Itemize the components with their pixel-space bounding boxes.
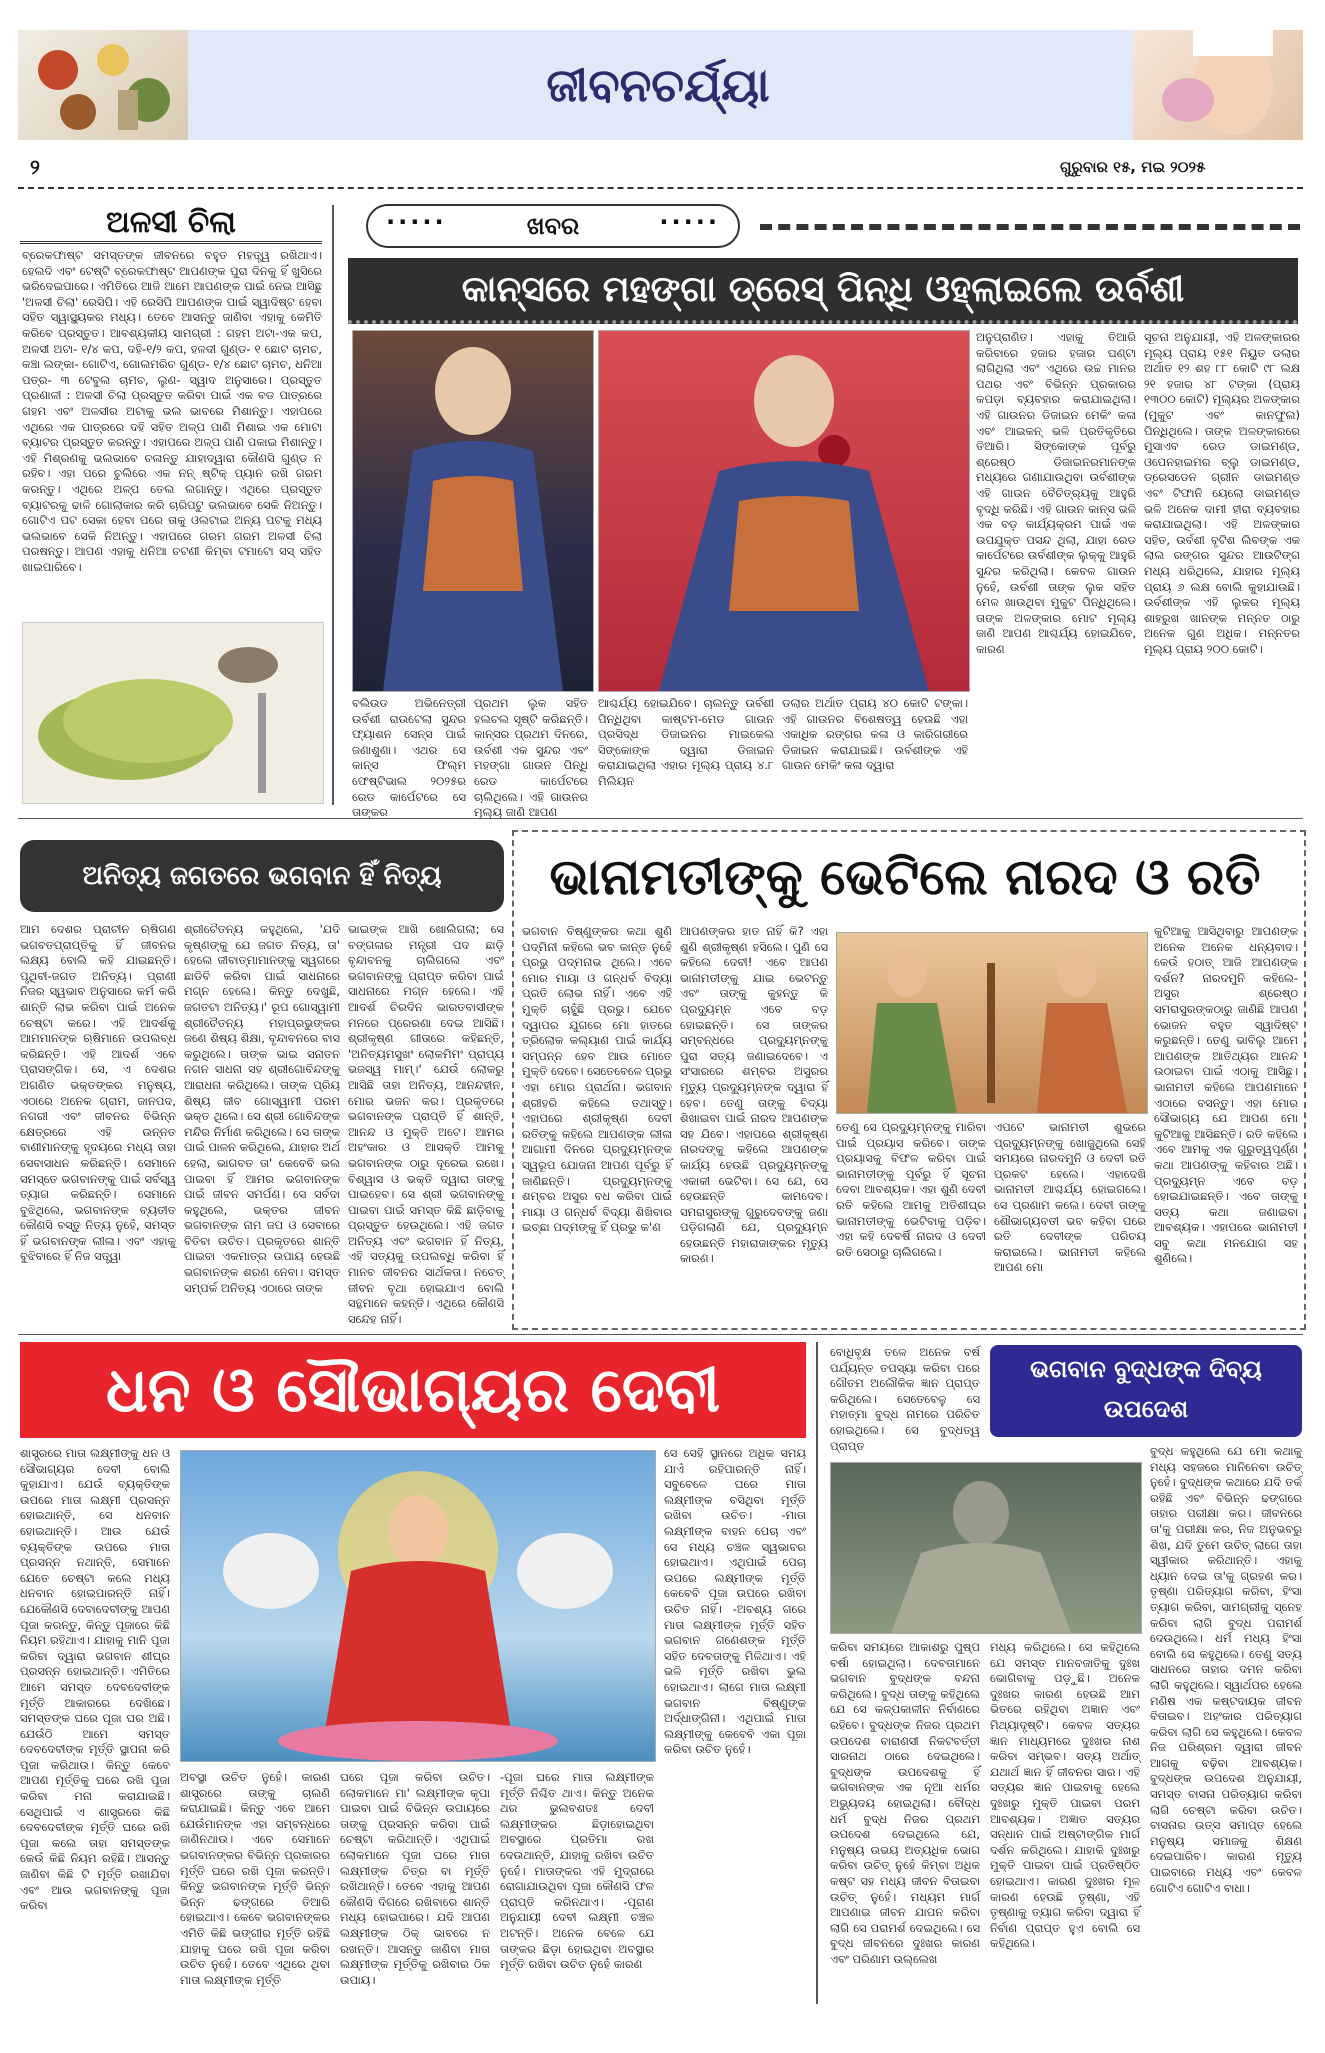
bhanamati-title: ଭାନାମତୀଙ୍କୁ ଭେଟିଲେ ନାରଦ ଓ ରତି — [549, 847, 1261, 906]
lakshmi-col-5: -ପୂଜା ଘରେ ମାତା ଲକ୍ଷ୍ମୀଙ୍କ ମୂର୍ତ୍ତି ନିଶ୍ଚିତ ଥାଏ। କିନ୍ତୁ ଅନେକ ଥର ଭୁଲବଶତଃ ଦେବୀ ଲକ୍ଷ୍ମୀଙ୍କର ଛିଡ଼ାହୋଇଥିବା ଅବସ୍ଥାରେ ପ୍ରତିମା ରଖ ଦେଉଥାନ୍ତି, ଯାହାକୁ ରଖିବା ଉଚିତ ନୁହେଁ। ମାତାଙ୍କର ଏହି ମୁଦ୍ରାରେ ରୋଗାଯାଉଥିବା ପୂଜା କୌଣସି ଫଳ ପ୍ରାପ୍ତି କରିନଥାଏ। -ପୂରାଣ ଅନୁଯାୟୀ ଦେବୀ ଲକ୍ଷ୍ମୀ ଚଞ୍ଚଳ ଅଟନ୍ତି। ଅନେକ ବେଳେ ଯେ ତାଙ୍କର ଛିଡ଼ା ହୋଇଥିବା ଅବସ୍ଥାର ମୂର୍ତ୍ତି ରଖିବା ଉଚିତ ନୁହେଁ କାରଣ — [500, 1770, 654, 1972]
urvashi-headline: କାନ୍ସରେ ମହଙ୍ଗା ଡ୍ରେସ୍ ପିନ୍ଧି ଓହ୍ଲାଇଲେ ଉର୍ବଶୀ — [348, 258, 1298, 324]
anitya-title: ଅନିତ୍ୟ ଜଗତରେ ଭଗବାନ ହିଁ ନିତ୍ୟ — [20, 840, 504, 912]
anitya-col-1: ଆମ ଦେଶର ପ୍ରାଚୀନ ଋଷିଗଣ ଭଗବତପ୍ରାପ୍ତିକୁ ହିଁ ଜୀବନର ଲକ୍ଷ୍ୟ ବୋଲି କହି ଯାଇଛନ୍ତି। ପୃଥିବୀ-ଜଗତ ଅନିତ୍ୟ। ପ୍ରାଣୀ ନିଜର ସ୍ୱଭାବ ଅନୁସାରେ କର୍ମ କରି ଶାନ୍ତି ଲାଭ କରିବା ପାଇଁ ଅନେକ ଚେଷ୍ଟା କରେ। ଏହି ଆଦର୍ଶକୁ ଆମମାନଙ୍କ ଋଷିମାନେ ଉପଲବ୍ଧ କରିଛନ୍ତି। ଏହି ଆଦର୍ଶ ଏବେ ପ୍ରାସଙ୍ଗିକ। ସେ, ଏ ଦେଶର ଅଗଣିତ ଭକ୍ତଙ୍କର ମନୁଷ୍ୟ, ଏଠାରେ ଅନେକ ଗ୍ରାମ, ଜାନପଦ, ନଗରୀ ଏବଂ ଜୀବନର ବିଭିନ୍ନ କ୍ଷେତ୍ରରେ ଏହି ଉନ୍ନତ ବାଣୀମାନଙ୍କୁ ହୃଦୟରେ ମଧ୍ୟ ତାହା ସେବାସାଧନ କରିଛନ୍ତି। ସେମାନେ ସମସ୍ତେ ଭଗବାନଙ୍କୁ ପାଇଁ ସର୍ବସ୍ୱ ତ୍ୟାଗ କରିଛନ୍ତି। ସେମାନେ ବୁଝିଥିଲେ, ଭଗବାନଙ୍କ ବ୍ୟତୀତ କୌଣସି ବସ୍ତୁ ନିତ୍ୟ ନୁହେଁ, ସମସ୍ତ ହିଁ ଭଗବାନଙ୍କ ଲୀଳା। ଏବଂ ଏହାକୁ ବୁଝିବାରେ ହିଁ ନିଜ ସତ୍ତ୍ୱା — [20, 922, 176, 1264]
buddha-statue-image — [830, 1462, 1142, 1634]
column-divider — [816, 1342, 818, 2004]
header-divider — [18, 187, 1303, 189]
skincare-woman-illustration — [1133, 30, 1303, 140]
recipe-body: ବ୍ରେକଫାଷ୍ଟ ସମସ୍ତଙ୍କ ଜୀବନରେ ବହୁତ ମହତ୍ତ୍ୱ ରଖିଥାଏ। ହେଲଦି ଏବଂ ଟେଷ୍ଟି ବ୍ରେକଫାଷ୍ଟ ଆପଣଙ୍କ ପୁରା ଦିନକୁ ହିଁ ଖୁସିରେ ଭରିଦେଇପାରେ। ଏମିତିରେ ଆଜି ଆମେ ଆପଣଙ୍କ ପାଇଁ ନେଇ ଆସିଛୁ 'ଅଳସୀ ଚିଲା' ରେସିପି। ଏହି ରେସିପି ଆପଣଙ୍କ ପାଇଁ ସ୍ୱାଦିଷ୍ଟ ହେବା ସହିତ ସ୍ୱାସ୍ଥ୍ୟକର ମଧ୍ୟ। ତେବେ ଆସନ୍ତୁ ଜାଣିବା ଏହାକୁ କେମିତି କରିବେ ପ୍ରସ୍ତୁତ। ଆବଶ୍ୟକୀୟ ସାମଗ୍ରୀ : ଗହମ ଅଟା-ଏକ କପ, ଅଳସୀ ଅଟା- ୧/୪ କପ, ଦହି-୧/୨ କପ, ହଳଦୀ ଗୁଣ୍ଡ- ୧ ଛୋଟ ଚାମଚ, କଞ୍ଚା ଲଙ୍କା- ଗୋଟିଏ, ଗୋଲମରିଚ ଗୁଣ୍ଡ- ୧/୪ ଛୋଟ ଚାମଚ, ଧନିଆ ପତ୍ର- ୩ ଟେବୁଲ ଚାମଚ, ଲୁଣ- ସ୍ୱାଦ ଅନୁସାରେ। ପ୍ରସ୍ତୁତ ପ୍ରଣାଳୀ : ଅଳସୀ ଚିଲା ପ୍ରସ୍ତୁତ କରିବା ପାଇଁ ଏକ ବଡ ପାତ୍ରରେ ଗହମ ଏବଂ ଅଳସୀର ଅଟାକୁ ଭଲ ଭାବରେ ମିଶାନ୍ତୁ। ଏହାପରେ ଏଥିରେ ଏକ ପାତ୍ରରେ ଦହି ସହିତ ଅଳ୍ପ ପାଣି ମିଶାଇ ଏକ ମୋଟା ବ୍ୟାଟର ପ୍ରସ୍ତୁତ କରନ୍ତୁ। ଏହାପରେ ଅଳ୍ପ ପାଣି ପକାଇ ମିଶାନ୍ତୁ। ଏହି ମିଶ୍ରଣକୁ ଭଲଭାବେ ଚଳାନ୍ତୁ ଯାହାଦ୍ୱାରା କୌଣସି ଗୁଣ୍ଡ ନ ରହିବ। ଏହା ପରେ ଚୁଲିରେ ଏକ ନନ୍ ଷ୍ଟିକ୍ ପ୍ୟାନ ରଖି ଗରମ କରନ୍ତୁ। ଏଥିରେ ଅଳ୍ପ ତେଲ ଲଗାନ୍ତୁ। ଏଥିରେ ପ୍ରସ୍ତୁତ ବ୍ୟାଟରକୁ ଢାଳି ଗୋଲାକାର କରି ଚାରିପଟୁ ଭଲଭାବେ ସେକି ନିଅନ୍ତୁ। ଗୋଟିଏ ପଟ ସେକା ହେବା ପରେ ତାକୁ ଓଲଟାଇ ଅନ୍ୟ ପଟକୁ ମଧ୍ୟ ଭଲଭାବେ ସେକି ନିଅନ୍ତୁ। ଏହାପରେ ଗରମ ଗରମ ଅଳସୀ ଚିଲା ପରଷନ୍ତୁ। ଆପଣ ଏହାକୁ ଧନିଆ ଚଟଣୀ କିମ୍ବା ଟମାଟୋ ସସ୍ ସହିତ ଖାଇପାରିବେ। — [22, 248, 322, 574]
bhanamati-col-5: କୁଟିଆକୁ ଆସିଥିବାରୁ ଆପଣଙ୍କ ଅନେକ ଅନେକ ଧନ୍ୟବାଦ। କେଉଁ ହଠାତ୍ ଆଜି ଆପଣଙ୍କ ଦର୍ଶନ? ନାରଦମୁନି କହିଲେ- ଅସୁର ଶ୍ରେଷ୍ଠ ସମରାସୁରଙ୍କଠାରୁ ଜାଣିଛି ଆପଣ ଭୋଜନ ବହୁତ ସ୍ୱାଦିଷ୍ଟ କରୁଛନ୍ତି। ତେଣୁ ଭାବିଲୁ ଆମେ ଆପଣଙ୍କ ଆତିଥ୍ୟର ଆନନ୍ଦ ଉଠାଇବା ପାଇଁ ଏଠାକୁ ଆସିଛୁ। ଭାନାମତୀ କହିଲେ ଆପଣମାନେ ଏଠାରେ ବସନ୍ତୁ। ଏହା ମୋର ସୌଭାଗ୍ୟ ଯେ ଆପଣ ମୋ କୁଟିଆକୁ ଆସିଛନ୍ତି। ରତି କହିଲେ ଏବେ ଆମକୁ ଏକ ଗୁରୁତ୍ୱପୂର୍ଣ୍ଣ କଥା ଆପଣଙ୍କୁ କହିବାର ଅଛି। ପ୍ରଦ୍ୟୁମ୍ନ ଏବେ ବଡ଼ ହୋଇଯାଇଛନ୍ତି। ଏବେ ତାଙ୍କୁ ସତ୍ୟ କଥା ଜଣାଇବା ଆବଶ୍ୟକ। ଏହାପରେ ଭାନାମତୀ ସବୁ କଥା ମନଯୋଗ ସହ ଶୁଣିଲେ। — [1154, 924, 1298, 1266]
buddha-col-1: କରିବା ସମୟରେ ଆକାଶରୁ ପୁଷ୍ପ ବର୍ଷା ହୋଇଥିଲା। ଦେବତାମାନେ ଭଗବାନ ବୁଦ୍ଧଙ୍କ ବନ୍ଦନା କରିଥିଲେ। ବୁଦ୍ଧ ତାଙ୍କୁ କହିଥିଲେ ଯେ ସେ କଳ୍ପକାଳୀନ ନିର୍ବାଣରେ ରହିବେ। ବୁଦ୍ଧଙ୍କ ନିଜର ପ୍ରଥମ ଉପଦେଶ ବାରାଣସୀ ନିକଟବର୍ତ୍ତୀ ସାରନାଥ ଠାରେ ଦେଇଥିଲେ। ବୁଦ୍ଧଙ୍କ ଉପଦେଶକୁ ହିଁ ଭଗବାନଙ୍କ ଏକ ନୂଆ ଧର୍ମର ଅଭ୍ୟୁଦୟ ହୋଇଥିଲା। ବୌଦ୍ଧ ଧର୍ମ ବୁଦ୍ଧ ନିଜର ପ୍ରଥମ ଉପଦେଶ ଦେଇଥିଲେ ଯେ, ମନୁଷ୍ୟ ଉଭୟ ଅତ୍ୟଧିକ ଭୋଗ କରିବା ଉଚିତ୍ ନୁହେଁ କିମ୍ବା ଅଧିକ କଷ୍ଟ ସହ ମଧ୍ୟ ଜୀବନ ବିତାଇବା ଉଚିତ୍ ନୁହେଁ। ମଧ୍ୟମ ମାର୍ଗ ଆପଣାଇ ଜୀବନ ଯାପନ କରିବା ଲାଗି ସେ ପରାମର୍ଶ ଦେଇଥିଲେ। ସେ ବୁଦ୍ଧ ଜୀବନରେ ଦୁଃଖର କାରଣ ଏବଂ ପରିଣାମ ଉଲ୍ଲେଖ — [830, 1640, 980, 1966]
bhanamati-col-3: ତେଣୁ ସେ ପ୍ରଦ୍ୟୁମ୍ନଙ୍କୁ ମାରିବା ପାଇଁ ପ୍ରୟାସ କରିବେ। ତାଙ୍କ ପ୍ରୟାସକୁ ବିଫଳ କରିବା ପାଇଁ ଭାନାମତୀଙ୍କୁ ପୂର୍ବରୁ ହିଁ ସୂଚନା ଦେବା ଆବଶ୍ୟକ। ଏହା ଶୁଣି ଦେବୀ ରତି କହିଲେ ଆମକୁ ଅତିଶୀଘ୍ର ଭାନାମତୀଙ୍କୁ ଭେଟିବାକୁ ପଡ଼ିବ। ଏହା କହି ଦେବର୍ଷି ନାରଦ ଓ ଦେବୀ ରତି ସେଠାରୁ ଚାଲିଗଲେ। — [836, 1120, 986, 1259]
section-divider — [18, 818, 1303, 819]
lakshmi-col-3: ଅବସ୍ଥା ଉଚିତ ନୁହେଁ। କାରଣ ଶାସ୍ତ୍ରରେ ତାଙ୍କୁ ଚାଲଣି କରାଯାଇଛି। କିନ୍ତୁ ଏବେ ଆମେ ଯେଉଁମାନଙ୍କ ଏହା ସମ୍ବନ୍ଧରେ ଜାଣିନଥାଉ। ଏବେ ସେମାନେ ଭଗବାନଙ୍କର ବିଭିନ୍ନ ପ୍ରକାରର ମୂର୍ତ୍ତି ଘରେ ରଖି ପୂଜା କରନ୍ତି। କିନ୍ତୁ ଭଗବାନଙ୍କ ମୂର୍ତ୍ତି ଭିନ୍ନ ଭିନ୍ନ ଢଙ୍ଗରେ ତିଆରି ହୋଇଥାଏ। କେବେ ଭଗବାନଙ୍କର ଏମିତି କିଛି ଭଙ୍ଗୀର ମୂର୍ତ୍ତି ରହିଛି ଯାହାକୁ ଘରେ ରଖି ପୂଜା କରିବା ଉଚିତ ନୁହେଁ। ତେବେ ଏଥିରେ ଥିବା ମାତା ଲକ୍ଷ୍ମୀଙ୍କ ମୂର୍ତ୍ତି — [180, 1770, 330, 1987]
lakshmi-title: ଧନ ଓ ସୌଭାଗ୍ୟର ଦେବୀ — [20, 1342, 806, 1438]
urvashi-col-4: ଡଲାର ଅର୍ଥାତ ପ୍ରାୟ ୪୦ କୋଟି ଟଙ୍କା। ଏହି ଗାଉନର ବିଶେଷତ୍ୱ ହେଉଛି ଏହା ଏକାଧିକ ରଙ୍ଗର କଳା ଓ କାରିଗରୀରେ ଡିଜାଇନ କରାଯାଇଛି। ଉର୍ବଶୀଙ୍କ ଏହି ଗାଉନ ମେକିଂ କଳା ଦ୍ୱାରା — [782, 696, 968, 773]
lakshmi-col-2: ସେ ସେହି ସ୍ଥାନରେ ଅଧିକ ସମୟ ଯାଏଁ ରହିପାରନ୍ତି ନାହିଁ। ସବୁବେଳେ ଘରେ ମାତା ଲକ୍ଷ୍ମୀଙ୍କ ବସିଥିବା ମୂର୍ତ୍ତି ରଖିବା ଉଚିତ। -ମାତା ଲକ୍ଷ୍ମୀଙ୍କ ବାହନ ପେଚା ଏବଂ ସେ ମଧ୍ୟ ଚଞ୍ଚଳ ସ୍ୱଭାବର ହୋଇଥାଏ। ଏଥିପାଇଁ ପେଚା ଉପରେ ଲକ୍ଷ୍ମୀଙ୍କ ମୂର୍ତ୍ତି କେବେବି ପୂଜା ଉପରେ ରଖିବା ଉଚିତ ନାହିଁ। -ଅବଶ୍ୟ ଗରେ ମାତା ଲକ୍ଷ୍ମୀଙ୍କ ମୂର୍ତ୍ତି ସହିତ ଭଗବାନ ଗଣେଶଙ୍କ ମୂର୍ତ୍ତି ସହିତ ଦେବତାଙ୍କୁ ମିଳିଥାଏ। ଏହି ଭଳି ମୂର୍ତ୍ତି ରଖିବା ଭୁଲ ହୋଇଥାଏ। ଲାଗେ ମାତା ଲକ୍ଷ୍ମୀ ଭଗବାନ ବିଷ୍ଣୁଙ୍କ ଅର୍ଦ୍ଧାଙ୍ଗିନୀ। ଏଥିପାଇଁ ମାତା ଲକ୍ଷ୍ମୀଙ୍କୁ କେବେବି ଏକା ପୂଜା କରିବା ଉଚିତ ନୁହେଁ। — [664, 1446, 806, 1757]
lakshmi-col-4: ଘରେ ପୂଜା କରିବା ଉଚିତ। ଲୋକମାନେ ମା' ଲକ୍ଷ୍ମୀଙ୍କ କୃପା ପାଇବା ପାଇଁ ବିଭିନ୍ନ ଉପାୟରେ ତାଙ୍କୁ ପ୍ରସନ୍ନ କରିବା ପାଇଁ ଚେଷ୍ଟା କରିଥାନ୍ତି। ଏଥିପାଇଁ ଲୋକମାନେ ପୂଜା ଘରେ ମାତା ଲକ୍ଷ୍ମୀଙ୍କ ଚିତ୍ର ବା ମୂର୍ତ୍ତି ରଖିଥାନ୍ତି। ତେବେ ଏହାକୁ ଆପଣ କୌଣସି ଦିଗରେ ରଖିବାରେ ଶାନ୍ତି ମଧ୍ୟ ହୋଇପାରେ। ଯଦି ଆପଣ ଲକ୍ଷ୍ମୀଙ୍କ ଠିକ୍ ଭାବରେ ନ ରଖନ୍ତି। ଆସନ୍ତୁ ଜାଣିବା ମାତା ଲକ୍ଷ୍ମୀଙ୍କ ମୂର୍ତ୍ତିକୁ ରଖିବାର ଠିକ ଉପାୟ। — [340, 1770, 490, 1987]
urvashi-photo-1 — [352, 330, 594, 692]
buddha-title: ଭଗବାନ ବୁଦ୍ଧଙ୍କ ଦିବ୍ୟ ଉପଦେଶ — [990, 1345, 1302, 1437]
narad-rati-illustration — [836, 932, 1148, 1114]
goddess-lakshmi-image — [180, 1450, 656, 1762]
food-illustration — [18, 30, 188, 140]
page-number: ୨ — [30, 155, 40, 179]
recipe-title: ଅଳସୀ ଚିଲା — [20, 205, 322, 244]
urvashi-col-1: ବଲିଉଡ ଅଭିନେତ୍ରୀ ଉର୍ବଶୀ ରାଉଟେଲା ସୁନ୍ଦର ଫ୍ୟାଶନ ସେନ୍ସ ପାଇଁ ଜଣାଶୁଣା। ଏଥର ସେ କାନ୍ସ ଫିଲ୍ମ ଫେଷ୍ଟିଭାଲ ୨୦୨୫ର ରେଡ କାର୍ପେଟରେ ସେ ତାଙ୍କର — [352, 696, 466, 820]
urvashi-col-5: ଅନୁପ୍ରାଣିତ। ଏହାକୁ ତିଆରି କରିବାରେ ହଜାର ହଜାର ଘଣ୍ଟା ଲାଗିଥିଲା ଏବଂ ଏଥିରେ ଉଚ୍ଚ ମାନର ପଥର ଏବଂ ବିଭିନ୍ନ ପ୍ରକାରର କପଡ଼ା ବ୍ୟବହାର କରାଯାଇଥିଲା। ଏହି ଗାଉନର ଡିଜାଇନ ମେକିଂ କଳା ଏବଂ ଆଇକନ୍ ଭଳି ପ୍ରତିକୃତିରେ ତିଆରି। ସିଙ୍କୋଙ୍କ ପୂର୍ବରୁ ଶ୍ରେଷ୍ଠ ଡିଜାଇନରମାନଙ୍କ ମଧ୍ୟରେ ଗଣାଯାଉଥିବା ଉର୍ବଶୀଙ୍କ ଏହି ଗାଉନ ବୈଚିତ୍ର୍ୟକୁ ଆହୁରି ବୃଦ୍ଧି କରିଛି। ଏହି ଗାଉନ କାନ୍ସ ଭଳି ଏକ ବଡ଼ କାର୍ଯ୍ୟକ୍ରମ ପାଇଁ ଏକ ଉପଯୁକ୍ତ ପସନ୍ଦ ଥିଲା, ଯାହା ରେଡ କାର୍ପେଟରେ ଉର୍ବଶୀଙ୍କ ଲୁକ୍‌କୁ ଆହୁରି ସୁନ୍ଦର କରିଥିଲା। କେବଳ ଗାଉନ ନୁହେଁ, ଉର୍ବଶୀ ତାଙ୍କ ଲୁକ ସହିତ ମେଳ ଖାଉଥିବା ମୁକୁଟ ପିନ୍ଧିଥିଲେ। ତାଙ୍କ ଅଳଙ୍କାର ମୋଟ ମୂଲ୍ୟ ଜାଣି ଆପଣ ଆଶ୍ଚର୍ଯ୍ୟ ହୋଇଯିବେ, କାରଣ — [976, 330, 1136, 656]
news-section-tag: ····· ଖବର ····· — [366, 204, 740, 248]
anitya-col-2: ଶ୍ରୀଚୈତନ୍ୟ କହୁଥିଲେ, 'ଯଦି କୃଷ୍ଣଙ୍କୁ ଯେ ଜଗତ ନିତ୍ୟ, ତା' ହେଲେ ଜୀବାତ୍ମାମାନଙ୍କୁ ସ୍ୱଗରେ ଛାଡିବି କରିବା ପାଇଁ ସାଧନାରେ ମଗ୍ନ ହେଲେ। କିନ୍ତୁ ଦେଖୁଛି, ଜଗତଟା ଅନିତ୍ୟ।' ରୂପ ଗୋସ୍ୱାମୀ ଶ୍ରୀଚୈତନ୍ୟ ମହାପ୍ରଭୁଙ୍କର ଜଣେ ଶିଷ୍ୟ ଶିକ୍ଷା, ବୃନ୍ଦାବନରେ ବାସ କରୁଥିଲେ। ତାଙ୍କ ଭାଇ ସନାତନ ନଗନ ସାଧନା ସହ ଶ୍ରୀଗୋବିନ୍ଦଙ୍କୁ ଆରାଧନା କରିଥିଲେ। ତାଙ୍କ ପ୍ରିୟ ଶିଷ୍ୟ ଜୀବ ଗୋସ୍ୱାମୀ ପରମ ଭକ୍ତ ଥିଲେ। ସେ ଶ୍ରୀ ଗୋବିନ୍ଦଙ୍କ ମନ୍ଦିର ନିର୍ମାଣ କରିଥିଲେ। ସେ ତାଙ୍କ ପାଇଁ ପାଳନ କରିଥିଲେ, ଯାହାର ଅର୍ଥ ହେଲା, ଭାଗବତ ତା' କେବେବି ଭଲ ପାଇବା ହିଁ ଆମର ଭଗବାନଙ୍କ ପାଇଁ ଜୀବନ ସମର୍ପଣ। ସେ ସର୍ବଦା କହୁଥିଲେ, ଭକ୍ତର ଜୀବନ ଭଗବାନଙ୍କ ନାମ ଜପ ଓ ସେବାରେ ବିତିବା ଉଚିତ। ପ୍ରକୃତରେ ଶାନ୍ତି ପାଇବା ଏକମାତ୍ର ଉପାୟ ହେଉଛି ଭଗବାନଙ୍କ ଶରଣ ନେବା। ସମସ୍ତ ସମ୍ପର୍କ ଅନିତ୍ୟ ଏଠାରେ ତାଙ୍କ — [184, 922, 340, 1295]
lakshmi-col-1: ଶାସ୍ତ୍ରରେ ମାତା ଲକ୍ଷ୍ମୀଙ୍କୁ ଧନ ଓ ସୌଭାଗ୍ୟର ଦେବୀ ବୋଲି କୁହାଯାଏ। ଯେଉଁ ବ୍ୟକ୍ତିଙ୍କ ଉପରେ ମାତା ଲକ୍ଷ୍ମୀ ପ୍ରସନ୍ନ ହୋଇଥାନ୍ତି, ସେ ଧନବାନ ହୋଇଥାନ୍ତି। ଆଉ ଯେଉଁ ବ୍ୟକ୍ତିଙ୍କ ଉପରେ ମାତା ପ୍ରସନ୍ନ ନଥାନ୍ତି, ସେମାନେ ଯେତେ ଚେଷ୍ଟା କଲେ ମଧ୍ୟ ଧନବାନ ହୋଇପାରନ୍ତି ନାହିଁ। ଯେକୌଣସି ଦେବାଦେବୀଙ୍କୁ ଆପଣ ପୂଜା କରନ୍ତୁ, କିନ୍ତୁ ପୂଜାରେ କିଛି ନିୟମ ରହିଥାଏ। ଯାହାକୁ ମାନି ପୂଜା କରିବା ଦ୍ୱାରା ଭଗବାନ ଶୀଘ୍ର ପ୍ରସନ୍ନ ହୋଇଥାନ୍ତି। ଏମିତିରେ ଆମେ ସମସ୍ତ ଦେବଦେବୀଙ୍କ ମୂର୍ତ୍ତି ଆକାରରେ ଦେଖିଛେ। ସମସ୍ତଙ୍କ ଘରେ ପୂଜା ଘର ଅଛି। ଯେଉଁଠି ଆମେ ସମସ୍ତ ଦେବଦେବୀଙ୍କ ମୂର୍ତ୍ତି ସ୍ଥାପନା କରି ପୂଜା କରିଥାଉ। କିନ୍ତୁ କେବେ ଆପଣ ମୂର୍ତ୍ତିକୁ ଘରେ ରଖି ପୂଜା କରିବା ମନା କରାଯାଇଛି। ସେଥିପାଇଁ ଏ ଶାସ୍ତ୍ରରେ କିଛି ଦେବଦେବୀଙ୍କ ମୂର୍ତ୍ତି ଘରେ ରଖି ପୂଜା କଲେ ତାହା ସମସ୍ତଙ୍କ କେଉଁ କିଛି ନିୟମ ରହିଛି। ଆସନ୍ତୁ ଜାଣିବା କିଛି ଟି ମୂର୍ତ୍ତି ରଖାଯିବା ଏବଂ ଆଉ ଭଗବାନଙ୍କୁ ପୂଜା କରିବା — [20, 1446, 170, 1913]
column-divider — [332, 205, 334, 805]
chilla-photo — [22, 622, 324, 804]
bhanamati-col-4: ଏପଟେ ଭାନାମତୀ ଶୁଭରେ ପ୍ରଦ୍ୟୁମ୍ନଙ୍କୁ ଖୋଜୁଥିଲେ ସେହି ସମୟରେ ନାରଦମୁନି ଓ ଦେବୀ ରତି ପ୍ରକଟ ହେଲେ। ଏହାଦେଖି ଭାନାମତୀ ଆଶ୍ଚର୍ଯ୍ୟ ହୋଇଗଲେ। ସେ ପ୍ରଣାମ କଲେ। ଦେବୀ ତାଙ୍କୁ ଶୌଭାଗ୍ୟବତୀ ଭବ କହିବା ପରେ ରତି ଦେବୀଙ୍କ ପରିଚୟ କରାଇଲେ। ଭାନାମତୀ କହିଲେ ଆପଣ ମୋ — [994, 1120, 1146, 1275]
news-tag-label: ଖବର — [526, 212, 580, 240]
tag-dash-line — [760, 224, 1300, 230]
buddha-col-2: ମଧ୍ୟ କରିଥିଲେ। ସେ କହିଥିଲେ ଯେ ସମସ୍ତ ମାନବଜାତିକୁ ଦୁଃଖ ଭୋଗିବାକୁ ପଡ଼ୁଛି। ଅନେକ ଦୁଃଖର କାରଣ ହେଉଛି ଆମ ଭିତରେ ରହିଥିବା ଅଜ୍ଞାନ ଏବଂ ମିଥ୍ୟାଦୃଷ୍ଟି। କେବଳ ସତ୍ୟର ଜ୍ଞାନ ମାଧ୍ୟମରେ ଦୁଃଖର ନାଶ କରିବା ସମ୍ଭବ। ସତ୍ୟ ଅର୍ଥାତ୍ ଯଥାର୍ଥ ଜ୍ଞାନ ହିଁ ଜୀବନର ସାର। ଏହି ସତ୍ୟର ଜ୍ଞାନ ପାଇବାକୁ ହେଲେ ଦୁଃଖରୁ ମୁକ୍ତି ପାଇବା ପରମ ଆବଶ୍ୟକ। ଅଜ୍ଞାତ ସତ୍ୟର ସନ୍ଧାନ ପାଇଁ ଅଷ୍ଟାଙ୍ଗିକ ମାର୍ଗ ଦର୍ଶନ କରିଥିଲେ। ଯାହାକି ଦୁଃଖରୁ ମୁକ୍ତି ପାଇବା ପାଇଁ ପ୍ରତିଷ୍ଠିତ ହୋଇଥାଏ। କାରଣ ଦୁଃଖର ମୂଳ କାରଣ ହେଉଛି ତୃଷ୍ଣା, ଏହି ତୃଷ୍ଣାକୁ ତ୍ୟାଗ କରିବା ଦ୍ୱାରା ହିଁ ନିର୍ବାଣ ପ୍ରାପ୍ତ ହୁଏ ବୋଲି ସେ କହିଥିଲେ। — [990, 1640, 1140, 1951]
page-section-title: ଜୀବନଚର୍ଯ୍ୟା — [546, 58, 770, 112]
bhanamati-col-2: ଆପଣଙ୍କର ହାତ ନାହିଁ କି? ଏହା ଶୁଣି ଶ୍ରୀକୃଷ୍ଣ ହସିଲେ। ପୁଣି ସେ କହିଲେ ଦେବୀ! ଏବେ ଆପଣ ଭାନାମତୀଙ୍କୁ ଯାଇ ଭେଟନ୍ତୁ ଏବଂ ତାଙ୍କୁ କୁହନ୍ତୁ କି ପ୍ରଦ୍ୟୁମ୍ନ ଏବେ ବଡ଼ ହୋଇଛନ୍ତି। ସେ ତାଙ୍କର ସମ୍ବନ୍ଧରେ ପ୍ରଦ୍ୟୁମ୍ନଙ୍କୁ ପୁରା ସତ୍ୟ ଜଣାଇଦେବେ। ଏ ସଂସାରରେ ଶମ୍ବର ଅସୁରର ମୃତ୍ୟୁ ପ୍ରଦ୍ୟୁମ୍ନଙ୍କ ଦ୍ୱାରା ହିଁ ହେବ। ତେଣୁ ତାଙ୍କୁ ବିଦ୍ୟା ଶିଖାଇବା ପାଇଁ ନାରଦ ଆପଣଙ୍କ ସହ ଯିବେ। ଏହାପରେ ଶ୍ରୀକୃଷ୍ଣ ନାରଦଙ୍କୁ କହିଲେ ଆପଣଙ୍କ କାର୍ଯ୍ୟ ହେଉଛି ପ୍ରଦ୍ୟୁମ୍ନଙ୍କୁ ଏକାକୀ ଭେଟିବା। ସେ ଯେ, ସେ ହେଉଛନ୍ତି କାମଦେବ। ସମରାସୁରଙ୍କୁ ଗୁରୁଦେବଙ୍କୁ ଜଣା ପଡ଼ିଗଲାଣି ଯେ, ପ୍ରଦ୍ୟୁମ୍ନ ହେଉଛନ୍ତି ମହାରାଜାଙ୍କର ମୃତ୍ୟୁ କାରଣ। — [680, 924, 828, 1266]
anitya-col-3: ଭାଇଙ୍କ ଆଖି ଖୋଲିଗଲା; ସେ ବଙ୍ଗଳାର ମନ୍ତ୍ରୀ ପଦ ଛାଡ଼ି ବୃନ୍ଦାବନକୁ ଚାଲିଗଲେ ଏବଂ ଭଗବାନଙ୍କୁ ପ୍ରାପ୍ତ କରିବା ପାଇଁ ସାଧନାରେ ମଗ୍ନ ହେଲେ। ଏହି ଆଦର୍ଶ ଚିରଦିନ ଭାରତବାସୀଙ୍କ ମନରେ ପ୍ରେରଣା ଦେଇ ଆସିଛି। ଶ୍ରୀକୃଷ୍ଣ ଗୀତାରେ କହିଛନ୍ତି, 'ଅନିତ୍ୟମସୁଖଂ ଲୋକମିମଂ ପ୍ରାପ୍ୟ ଭଜସ୍ୱ ମାମ୍।' ଯେଉଁ ଲୋକରୁ ଆସିଛି ତାହା ଅନିତ୍ୟ, ଆନନ୍ଦହୀନ, ମୋର ଭଜନ କର। ପ୍ରକୃତରେ ଭଗବାନଙ୍କ ପ୍ରାପ୍ତି ହିଁ ଶାନ୍ତି, ଆନନ୍ଦ ଓ ମୁକ୍ତି ଅଟେ। ଆମର ଅହଂକାର ଓ ଆସକ୍ତି ଆମକୁ ଭଗବାନଙ୍କ ଠାରୁ ଦୂରେଇ ରଖେ। ବିଶ୍ୱାସ ଓ ଭକ୍ତି ଦ୍ୱାରା ତାଙ୍କୁ ପାଇହେବ। ସେ ଶ୍ରୀ ଭଗବାନଙ୍କୁ ପାଇବା ପାଇଁ ସମସ୍ତ କିଛି ଛାଡ଼ିବାକୁ ପ୍ରସ୍ତୁତ ହେଉଥିଲେ। ଏହି ଜଗତ ଅନିତ୍ୟ ଏବଂ ଭଗବାନ ହିଁ ନିତ୍ୟ, ଏହି ସତ୍ୟକୁ ଉପଲବ୍ଧି କରିବା ହିଁ ମାନବ ଜୀବନର ସାର୍ଥକତା। ନଚେତ୍ ଜୀବନ ବୃଥା ହୋଇଯାଏ ବୋଲି ସନ୍ଥମାନେ କହନ୍ତି। ଏଥିରେ କୌଣସି ସନ୍ଦେହ ନାହିଁ। — [348, 922, 504, 1326]
issue-date: ଗୁରୁବାର ୧୫, ମଇ ୨୦୨୫ — [1060, 158, 1206, 176]
buddha-col-3: ବୁଦ୍ଧ କହୁଥିଲେ ଯେ ମୋ କଥାକୁ ମଧ୍ୟ ସହଜରେ ମାନିନେବା ଉଚିତ୍ ନୁହେଁ। ବୁଦ୍ଧଙ୍କ କଥାରେ ଯଦି ତର୍କ ରହିଛି ଏବଂ ବିଭିନ୍ନ ଢଙ୍ଗରେ ତାହାର ପରୀକ୍ଷା କର। ଜୀବନରେ ତା'କୁ ପରୀକ୍ଷା କର, ନିଜ ଅନୁଭବରୁ ଶିଖ, ଯଦି ତୁମେ ଉଚିତ୍ ଲାଗେ ତାହା ସ୍ୱୀକାର କରିଥାନ୍ତି। ଏହାକୁ ଧ୍ୟାନ ଦେଇ ତା'କୁ ଗ୍ରହଣ କର। ତୃଷ୍ଣା ପରିତ୍ୟାଗ କରିବା, ହିଂସା ତ୍ୟାଗ କରିବା, ସାମଗ୍ରୀକୁ ସ୍ନେହ କରିବା ଲାଗି ବୁଦ୍ଧ ପରାମର୍ଶ ଦେଉଥିଲେ। ଧର୍ମ ମଧ୍ୟ ହିଂସା ବୋଲି ସେ କହୁଥିଲେ। ତେଣୁ ସତ୍ୟ ସାଧନରେ ତାହାର ଦମନ କରିବା ଲାଗି କହୁଥିଲେ। ସ୍ୱାର୍ଥପର ହେଲେ ମଣିଷ ଏକ କଷ୍ଟଦାୟକ ଜୀବନ ବିତାଇବ। ଅହଂକାର ପରିତ୍ୟାଗ କରିବା ଲାଗି ସେ କହୁଥିଲେ। କେବଳ ନିଜ ପରିଶ୍ରମ ଦ୍ୱାରା ଜୀବନ ଆଗକୁ ବଢ଼ିବା ଆବଶ୍ୟକ। ବୁଦ୍ଧଙ୍କ ଉପଦେଶ ଅନୁଯାୟୀ, ସମସ୍ତ ବାସନା ପରିତ୍ୟାଗ କରିବା ଲାଗି ଚେଷ୍ଟା କରିବା ଉଚିତ। ବାସନାର ଉତ୍ସ ସମାପ୍ତ ହେଲେ ମନୁଷ୍ୟ ସମାଜକୁ ଶିକ୍ଷଣ ଦେଇପାରିବ। କାରଣ ମୃତ୍ୟୁ ପାଇବାରେ ମଧ୍ୟ ଏବଂ କେବଳ ଗୋଟିଏ ଗୋଟିଏ ବାଧା। — [1150, 1444, 1302, 1895]
buddha-intro: ବୋଧିବୃକ୍ଷ ତଳେ ଅନେକ ବର୍ଷ ପର୍ଯ୍ୟନ୍ତ ତପସ୍ୟା କରିବା ପରେ ଗୌତମ ଅଲୌକିକ ଜ୍ଞାନ ପ୍ରାପ୍ତ କରିଥିଲେ। ସେତେବେଳୁ ସେ ମହାତ୍ମା ବୁଦ୍ଧ ନାମରେ ପରିଚିତ ହୋଇଥିଲେ। ସେ ବୁଦ୍ଧତ୍ୱ ପ୍ରାପ୍ତ — [830, 1345, 980, 1453]
bhanamati-col-1: ଭଗବାନ ବିଷ୍ଣୁଙ୍କର କଥା ଶୁଣି ପଦ୍ମିନୀ କହିଲେ ଭବ କାନ୍ତ ନୁହେଁ ପ୍ରଭୁ ପଦ୍ମନାଭ ଥିଲେ। ଏବେ ମୋର ମାୟା ଓ ଗନ୍ଧର୍ବ ବିଦ୍ୟା ପ୍ରତି ଲୋଭ ନାହିଁ। ଏବେ ଏହି ମୁକ୍ତି ଚାହୁଁଛି ପ୍ରଭୁ। ଯେବେ ଦ୍ୱାପର ଯୁଗରେ ମୋ ହାତରେ ତ୍ରିଲୋକ କଲ୍ୟାଣ ପାଇଁ କାର୍ଯ୍ୟ ସମ୍ପନ୍ନ ହେବ ଆଉ ମୋତେ ମୁକ୍ତି ଦେବେ। ସେତେବେଳେ ପ୍ରଭୁ ଏହା ମୋର ପ୍ରାର୍ଥନା। ଭଗବାନ ଶ୍ରୀହରି କହିଲେ ତଥାସ୍ତୁ। ଏହାପରେ ଶ୍ରୀକୃଷ୍ଣ ଦେବୀ ରତିଙ୍କୁ କହିଲେ ଆପଣଙ୍କ ଲୀଳା ଆଗାମୀ ଦିନରେ ପ୍ରଦ୍ୟୁମ୍ନଙ୍କ ସ୍ୱରୂପ ଯୋଜନା ଆପଣ ପୂର୍ବରୁ ହିଁ ଜାଣିଛନ୍ତି। ପ୍ରଦ୍ୟୁମ୍ନଙ୍କୁ ଶମ୍ବର ଅସୁର ବଧ କରିବା ପାଇଁ ମାୟା ଓ ଗନ୍ଧର୍ବ ବିଦ୍ୟା ଶିଖିବାର ଇଚ୍ଛା ପଦ୍ମଙ୍କୁ ହିଁ ପ୍ରଭୁ କ'ଣ — [522, 924, 672, 1235]
section-divider — [18, 1334, 1303, 1335]
urvashi-col-3: ଆଶ୍ଚର୍ଯ୍ୟ ହୋଇଯିବେ। ଚାଲନ୍ତୁ ଉର୍ବଶୀ ପିନ୍ଧିଥିବା କାଷ୍ଟମ-ମେଡ ଗାଉନ ପ୍ରସିଦ୍ଧ ଡିଜାଇନର ମାଇକେଲ ସିଙ୍କୋଙ୍କ ଦ୍ୱାରା ଡିଜାଇନ କରାଯାଇଥିଲା ଏହାର ମୂଲ୍ୟ ପ୍ରାୟ ୪.୮ ମିଲିୟନ — [598, 696, 774, 788]
urvashi-col-6: ସୂଚନା ଅନୁଯାୟୀ, ଏହି ଅଳଙ୍କାରର ମୂଲ୍ୟ ପ୍ରାୟ ୧୫୧ ନିୟୁତ ଡଲାର ଅର୍ଥାତ ୧୨ ଶହ ୮୮ କୋଟି ୯୮ ଲକ୍ଷ ୨୧ ହଜାର ୪୮ ଟଙ୍କା (ପ୍ରାୟ ୧୩୦୦ କୋଟି) ମୂଲ୍ୟର ଅଳଙ୍କାର (ମୁକୁଟ ଏବଂ କାନଫୁଲ) ପିନ୍ଧିଥିଲେ। ତାଙ୍କ ଅଳଙ୍କାରରେ ମୁସାଏବ ରେଡ ଡାଇମଣ୍ଡ, ଓପେନହାଇମର ବ୍ଲୁ ଡାଇମଣ୍ଡ, ଡ୍ରେସଡେନ ଗ୍ରୀନ ଡାଇମଣ୍ଡ ଏବଂ ଟିଫାନି ୟେଲୋ ଡାଇମଣ୍ଡ ଭଳି ଅନେକ ଦାମୀ ହୀରା ବ୍ୟବହାର କରାଯାଇଥିଲା। ଏହି ଅଳଙ୍କାର ସହିତ, ଉର୍ବଶୀ ବୃଟିଶ ଲିବଙ୍କ ଏକ ଲାଲ ରଙ୍ଗର ସୁନ୍ଦର ଆଉଟିଙ୍ଗ ମଧ୍ୟ ଧରିଥିଲେ, ଯାହାର ମୂଲ୍ୟ ପ୍ରାୟ ୬ ଲକ୍ଷ ବୋଲି କୁହାଯାଉଛି। ଉର୍ବଶୀଙ୍କ ଏହି ଲୁକର ମୂଲ୍ୟ ଶାହରୁଖ ଖାନଙ୍କ ମନ୍ନତ ଠାରୁ ଅନେକ ଗୁଣ ଅଧିକ। ମନ୍ନତର ମୂଲ୍ୟ ପ୍ରାୟ ୨୦୦ କୋଟି। — [1144, 330, 1300, 656]
page-header-banner — [18, 30, 1303, 140]
urvashi-col-2: ପ୍ରଥମ ଲୁକ ସହିତ ହଲଚଲ ସୃଷ୍ଟି କରିଛନ୍ତି। କାନ୍ସର ପ୍ରଥମ ଦିନରେ, ଉର୍ବଶୀ ଏକ ସୁନ୍ଦର ଏବଂ ମହଙ୍ଗା ଗାଉନ ପିନ୍ଧି ରେଡ କାର୍ପେଟରେ ଚାଲିଥିଲେ। ଏହି ଗାଉନର ମୂଲ୍ୟ ଜାଣି ଆପଣ — [474, 696, 588, 820]
urvashi-photo-2 — [598, 330, 970, 692]
